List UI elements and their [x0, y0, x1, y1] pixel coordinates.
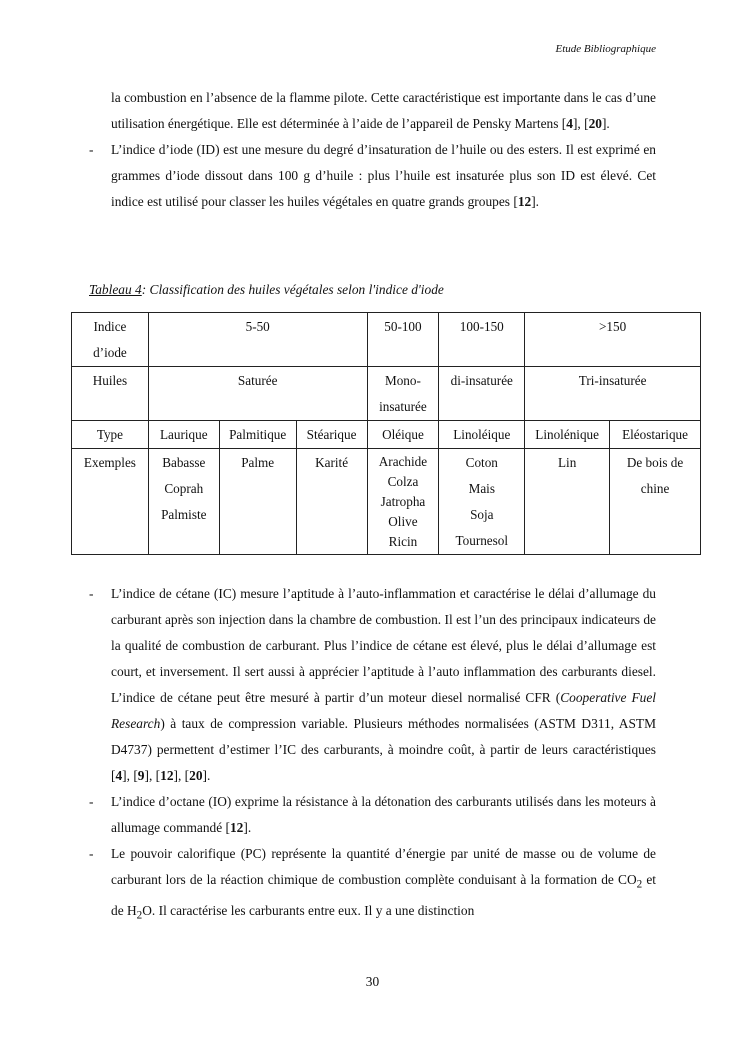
reference: 20 — [189, 768, 203, 783]
cell-range-100-150: 100-150 — [439, 313, 525, 367]
bullet-dash: - — [89, 142, 94, 157]
iodine-index-paragraph: - L’indice d’iode (ID) est une mesure du degré d’insaturation de l’huile ou des esters. Il est exprimé en grammes d’iode dissout dans 100 g d’huile : plus l’huile est insaturée plus son ID est élevé. Cet indice est utilisé pour classer les huiles végétales en quatre grands groupes [12]. — [89, 137, 656, 215]
reference: 20 — [588, 116, 602, 131]
cell-type: Palmitique — [219, 421, 296, 449]
running-header: Etude Bibliographique — [555, 43, 656, 55]
page-number: 30 — [365, 974, 380, 989]
cell-examples-laurique: Babasse Coprah Palmiste — [148, 449, 219, 555]
cell-examples-stearique: Karité — [296, 449, 367, 555]
reference: 12 — [160, 768, 174, 783]
row-label-examples: Exemples — [72, 449, 149, 555]
bullet-dash: - — [89, 846, 94, 861]
cell-type: Linoléique — [439, 421, 525, 449]
cell-examples-linolenique: Lin — [525, 449, 610, 555]
flash-point-paragraph: la combustion en l’absence de la flamme pilote. Cette caractéristique est importante dans le cas d’une utilisation énergétique. Elle est déterminée à l’aide de l’appareil de Pensky Martens [4], [20]. — [111, 90, 656, 131]
row-label-type: Type — [72, 421, 149, 449]
text-block-bottom — [89, 581, 656, 928]
cell-examples-linoleique: Coton Mais Soja Tournesol — [439, 449, 525, 555]
table-caption — [89, 282, 444, 298]
cell-di-unsaturated: di-insaturée — [439, 367, 525, 421]
subscript: 2 — [636, 878, 643, 891]
iodine-classification-table — [71, 312, 701, 555]
octane-index-paragraph: - L’indice d’octane (IO) exprime la résistance à la détonation des carburants utilisés dans les moteurs à allumage commandé [12]. — [89, 789, 656, 841]
cell-type: Eléostarique — [610, 421, 701, 449]
cell-examples-palmitique: Palme — [219, 449, 296, 555]
calorific-power-paragraph: - Le pouvoir calorifique (PC) représente la quantité d’énergie par unité de masse ou de volume de carburant lors de la réaction chimique de combustion complète conduisant à la formation de $CO_2$ et de $H_2O$. Il caractérise les carburants entre eux. Il y a une distinction — [89, 841, 656, 928]
table-row-examples — [72, 449, 701, 555]
cell-tri-unsaturated: Tri-insaturée — [525, 367, 701, 421]
table-row-iodine-index — [72, 313, 701, 367]
cell-type: Stéarique — [296, 421, 367, 449]
text-block-top — [89, 85, 656, 215]
flash-point-text: la combustion en l’absence de la flamme pilote. Cette caractéristique est importante dans le cas d’une utilisation énergétique. Elle est déterminée à l’aide de l’appareil de Pensky Martens [ — [111, 90, 656, 131]
reference: 4 — [566, 116, 573, 131]
cell-type: Oléique — [367, 421, 439, 449]
cell-type: Linolénique — [525, 421, 610, 449]
row-label-oils: Huiles — [72, 367, 149, 421]
cell-examples-eleostarique: De bois de chine — [610, 449, 701, 555]
table-number: Tableau 4 — [89, 282, 142, 297]
cfr-expansion: Cooperative Fuel Research — [111, 690, 656, 731]
row-label-iodine-index: Indice d’iode — [72, 313, 149, 367]
reference: 12 — [517, 194, 532, 209]
cell-range-over-150: >150 — [525, 313, 701, 367]
table-title: : Classification des huiles végétales selon l'indice d'iode — [141, 282, 444, 297]
bullet-dash: - — [89, 586, 94, 601]
reference: 9 — [137, 768, 145, 783]
bullet-dash: - — [89, 794, 94, 809]
subscript: 2 — [136, 909, 143, 922]
cell-mono-unsaturated: Mono- insaturée — [367, 367, 439, 421]
cell-range-5-50: 5-50 — [148, 313, 367, 367]
cell-range-50-100: 50-100 — [367, 313, 439, 367]
cell-type: Laurique — [148, 421, 219, 449]
cell-saturated: Saturée — [148, 367, 367, 421]
table-row-type — [72, 421, 701, 449]
iodine-index-text: L’indice d’iode (ID) est une mesure du degré d’insaturation de l’huile ou des esters. Il est exprimé en grammes d’iode dissout dans 100 g d’huile : plus l’huile est insaturée plus son ID est élevé. Cet indice est utilisé pour classer les huiles végétales en quatre grands groupes [ — [111, 142, 656, 209]
reference: 12 — [229, 820, 244, 835]
cetane-index-paragraph: - L’indice de cétane (IC) mesure l’aptitude à l’auto-inflammation et caractérise le délai d’allumage du carburant après son injection dans la chambre de combustion. Il est l’un des principaux indicateurs de la qualité de combustion de carburant. Plus l’indice de cétane est élevé, plus le délai d’allumage est court, et inversement. Il sert aussi à apprécier l’aptitude à l’auto inflammation des carburants diesel. L’indice de cétane peut être mesuré à partir d’un moteur diesel normalisé CFR (Cooperative Fuel Research) à taux de compression variable. Plusieurs méthodes normalisées (ASTM D311, ASTM D4737) permettent d’estimer l’IC des carburants, à moindre coût, à partir de leurs caractéristiques [4], [9], [12], [20]. — [89, 581, 656, 789]
table-row-oils — [72, 367, 701, 421]
cell-examples-oleique: Arachide Colza Jatropha Olive Ricin — [367, 449, 439, 555]
reference: 4 — [115, 768, 123, 783]
